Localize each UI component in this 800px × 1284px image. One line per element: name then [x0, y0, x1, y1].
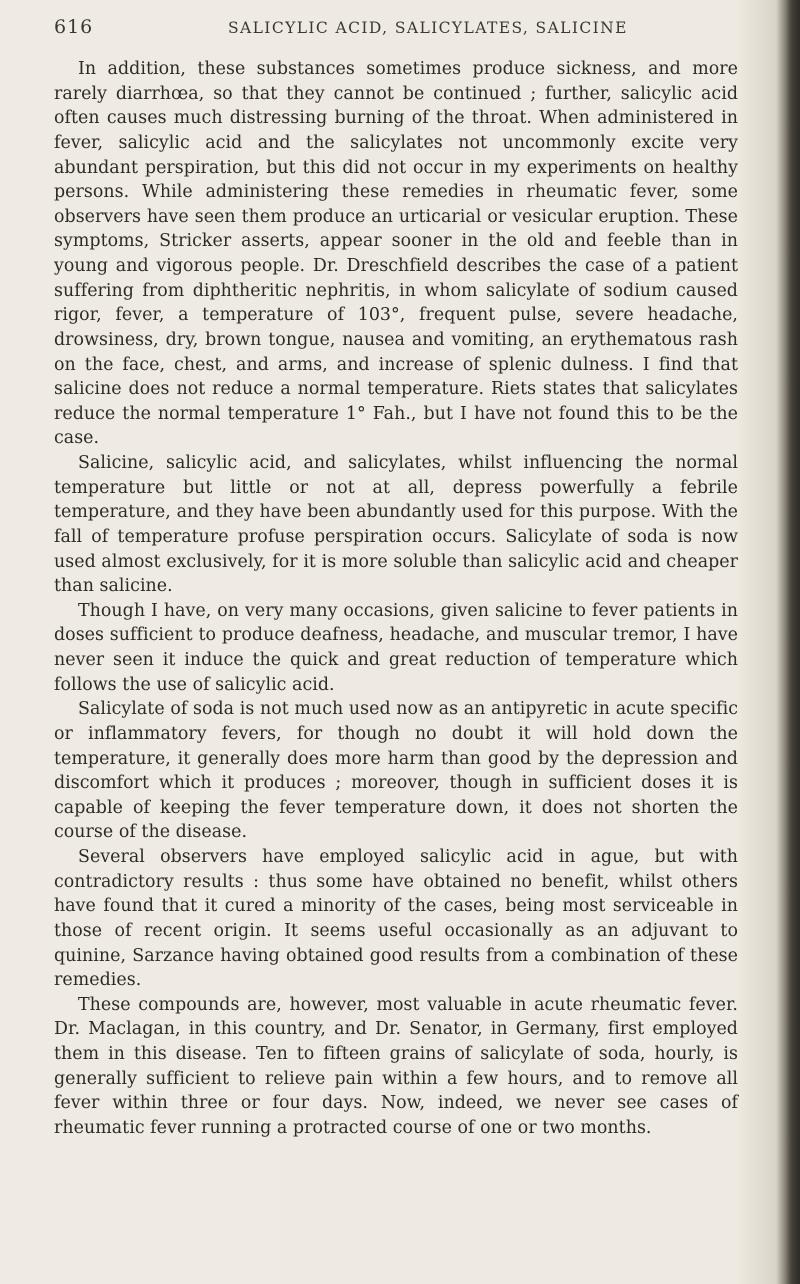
paragraph-adverse-effects: In addition, these substances sometimes produce sickness, and more rarely diarrhœa, so that they cannot be continued ; further, salicylic acid often causes much distressing burning of the throat. When administered in fever, salicylic acid and the salicylates not uncommonly excite very abundant perspiration, but this did not occur in my experiments on healthy persons. While administering these remedies in rheumatic fever, some observers have seen them produce an urticarial or vesicular eruption. These symptoms, Stricker asserts, appear sooner in the old and feeble than in young and vigorous people. Dr. Dreschfield describes the case of a patient suffering from diphtheritic nephritis, in whom salicylate of sodium caused rigor, fever, a temperature of 103°, frequent pulse, severe headache, drowsiness, dry, brown tongue, nausea and vomiting, an erythematous rash on the face, chest, and arms, and increase of splenic dulness. I find that salicine does not reduce a normal temperature. Riets states that salicylates reduce the normal temperature 1° Fah., but I have not found this to be the case.	[54, 59, 738, 449]
paragraph-salicine-in-fever: Though I have, on very many occasions, given salicine to fever patients in doses sufficient to produce deafness, headache, and muscular tremor, I have never seen it induce the quick and great reduction of temperature which follows the use of salicylic acid.	[54, 600, 738, 695]
paragraph-salicylate-of-soda: Salicylate of soda is not much used now as an antipyretic in acute specific or inflammatory fevers, for though no doubt it will hold down the temperature, it generally does more harm than good by the depression and discomfort which it produces ; moreover, though in sufficient doses it is capable of keeping the fever temperature down, it does not shorten the course of the disease.	[54, 699, 738, 843]
page-number: 616	[54, 16, 94, 38]
paragraph-ague: Several observers have employed salicylic acid in ague, but with contradictory results : thus some have obtained no benefit, whilst others have found that it cured a minority of the cases, being most serviceable in those of recent origin. It seems useful occasionally as an adjuvant to quinine, Sarzance having obtained good results from a combination of these remedies.	[54, 847, 738, 991]
page-edge-shadow	[786, 0, 800, 1284]
paragraph-rheumatic-fever: These compounds are, however, most valuable in acute rheumatic fever. Dr. Maclagan, in this country, and Dr. Senator, in Germany, first employed them in this disease. Ten to fifteen grains of salicylate of soda, hourly, is generally sufficient to relieve pain within a few hours, and to remove all fever within three or four days. Now, indeed, we never see cases of rheumatic fever running a protracted course of one or two months.	[54, 994, 738, 1138]
paragraph-antipyretic-action: Salicine, salicylic acid, and salicylates, whilst influencing the normal temperature but little or not at all, depress powerfully a febrile temperature, and they have been abundantly used for this purpose. With the fall of temperature profuse perspiration occurs. Salicylate of soda is now used almost exclusively, for it is more soluble than salicylic acid and cheaper than salicine.	[54, 453, 738, 597]
body-text	[54, 57, 738, 1141]
running-head: SALICYLIC ACID, SALICYLATES, SALICINE	[228, 19, 628, 37]
page-header	[54, 16, 754, 46]
